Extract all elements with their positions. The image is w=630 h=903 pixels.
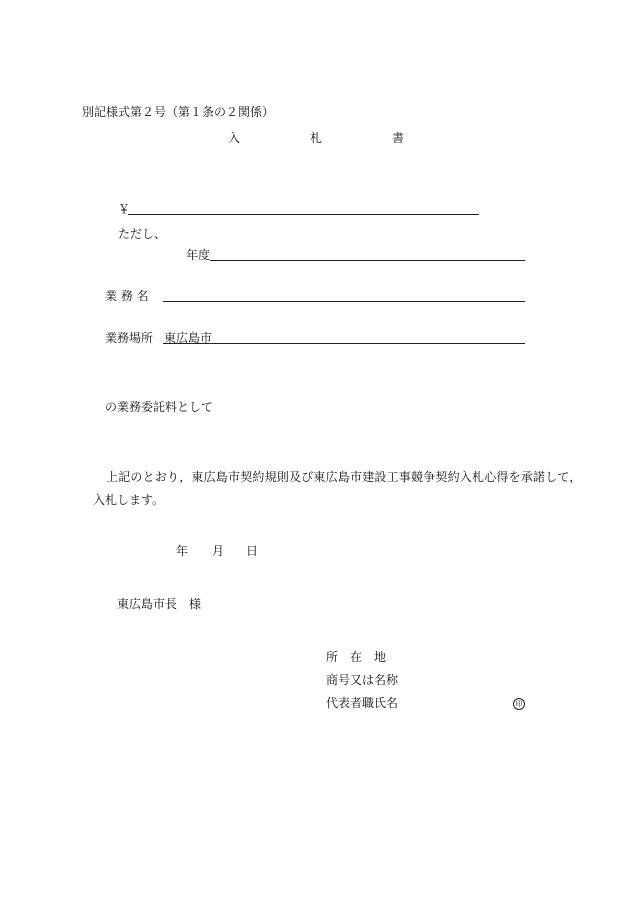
project-name-label: 業 務 名 [105, 289, 149, 303]
title-char-2: 札 [310, 131, 323, 145]
statement-line-1: 上記のとおり，東広島市契約規則及び東広島市建設工事競争契約入札心得を承諾して， [106, 470, 582, 484]
currency-symbol: ￥ [118, 202, 131, 216]
project-location-line [163, 343, 525, 344]
proviso-text: ただし、 [118, 227, 167, 241]
bidder-representative-label: 代表者職氏名 [326, 696, 399, 710]
addressee: 東広島市長 様 [117, 597, 202, 611]
bidder-company-label: 商号又は名称 [326, 673, 399, 687]
date-year: 年 [176, 544, 189, 558]
date-day: 日 [246, 544, 259, 558]
title-char-1: 入 [228, 131, 241, 145]
statement-line-2: 入札します。 [93, 493, 165, 507]
fiscal-year-label: 年度 [186, 248, 211, 262]
fiscal-year-line [210, 260, 525, 261]
fee-phrase: の業務委託料として [105, 400, 214, 414]
date-month: 月 [212, 544, 225, 558]
project-location-value: 東広島市 [164, 331, 213, 345]
title-char-3: 書 [392, 131, 405, 145]
seal-icon: 印 [513, 698, 525, 710]
amount-line [128, 214, 479, 215]
bidder-address-label: 所 在 地 [326, 650, 387, 664]
form-number: 別記様式第２号（第１条の２関係） [82, 105, 275, 119]
project-location-label: 業務場所 [105, 331, 154, 345]
project-name-line [163, 301, 525, 302]
